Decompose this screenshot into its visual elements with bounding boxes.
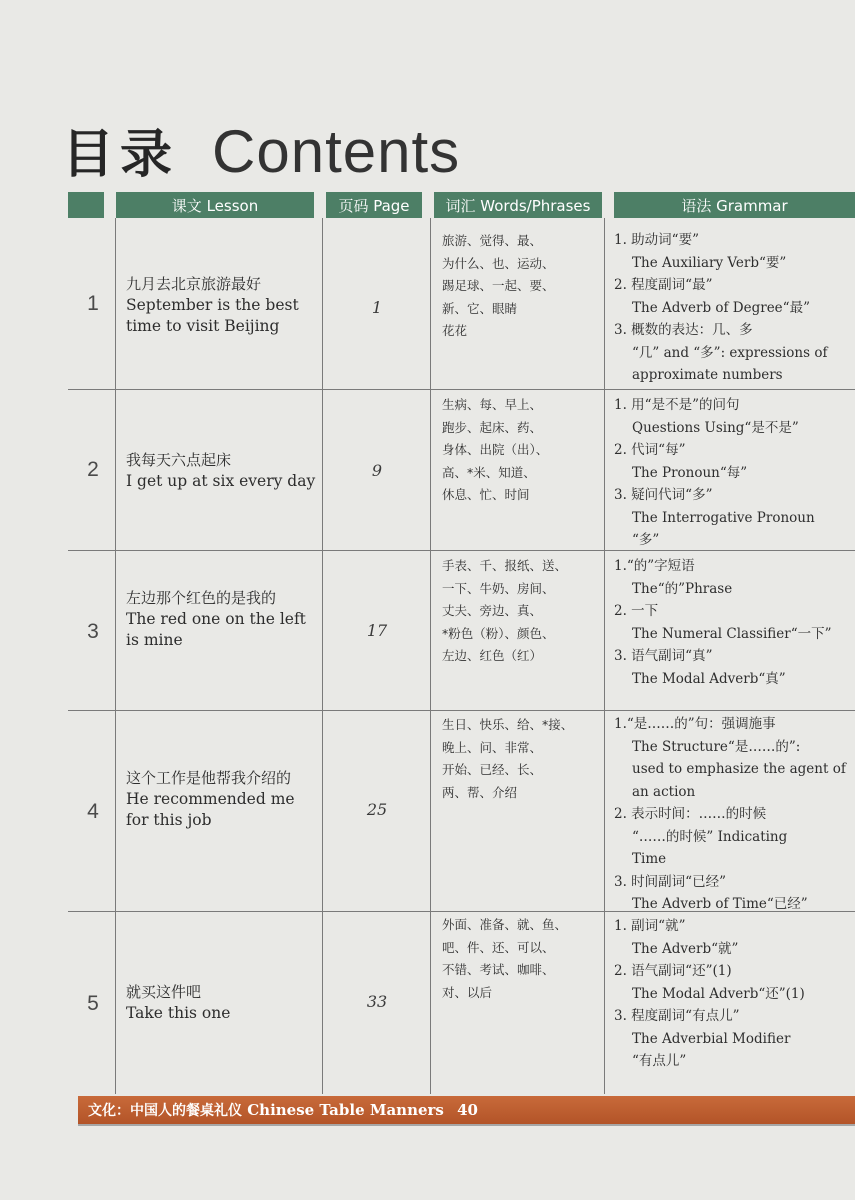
words-list: 生日、快乐、给、*接、 晚上、问、非常、 开始、已经、长、 两、帮、介绍: [442, 717, 574, 800]
grammar-line: The Structure“是……的”:: [632, 738, 801, 755]
grammar-line: The Adverb“就”: [632, 940, 739, 957]
grammar-line: The Adverb of Time“已经”: [632, 896, 808, 912]
header-page: 页码 Page: [326, 192, 422, 218]
grammar-line: The“的”Phrase: [632, 580, 733, 597]
header-grammar: 语法 Grammar: [614, 192, 855, 218]
lesson-title-cn: 就买这件吧: [126, 983, 202, 1001]
grammar-line: The Modal Adverb“还”(1): [632, 985, 805, 1002]
grammar-list: [614, 713, 844, 916]
grammar-line: “有点儿”: [632, 1053, 687, 1069]
grammar-line: “……的时候” Indicating: [632, 828, 788, 845]
culture-title-cn: 文化：中国人的餐桌礼仪: [88, 1103, 242, 1119]
grammar-line: approximate numbers: [632, 367, 783, 383]
words-list: 外面、准备、就、鱼、 吧、件、还、可以、 不错、考试、咖啡、 对、以后: [442, 917, 568, 1000]
grammar-line: “几” and “多”: expressions of: [632, 344, 828, 361]
grammar-line: The Interrogative Pronoun: [632, 509, 815, 526]
lesson-title[interactable]: [126, 768, 316, 831]
grammar-line: 1.“是……的”句：强调施事: [614, 716, 776, 732]
grammar-line: an action: [632, 783, 696, 800]
page-number: 9: [371, 461, 383, 480]
lesson-title[interactable]: [126, 982, 316, 1024]
grammar-line: 2. 代词“每”: [614, 442, 686, 458]
grammar-line: The Numeral Classifier“一下”: [632, 625, 832, 642]
words-list: 旅游、觉得、最、 为什么、也、运动、 踢足球、一起、要、 新、它、眼睛 花花: [442, 233, 555, 338]
grammar-list: [614, 555, 844, 690]
footer-divider: [78, 1124, 855, 1126]
grammar-list: [614, 229, 844, 387]
lesson-number: 5: [87, 992, 99, 1015]
words-list: 生病、每、早上、 跑步、起床、药、 身体、出院（出）、 高、*米、知道、 休息、忙、时间: [442, 397, 549, 502]
grammar-line: 2. 语气副词“还”(1): [614, 963, 732, 979]
title-english: Contents: [212, 118, 461, 185]
lesson-title-cn: 九月去北京旅游最好: [126, 275, 262, 293]
grammar-line: 2. 程度副词“最”: [614, 277, 713, 293]
lesson-title[interactable]: [126, 450, 316, 492]
page-number: 25: [366, 800, 388, 819]
grammar-line: used to emphasize the agent of: [632, 761, 846, 777]
lesson-number: 3: [87, 620, 99, 643]
grammar-line: 3. 概数的表达：几、多: [614, 322, 753, 338]
header-number-cell: [68, 192, 104, 218]
grammar-list: [614, 394, 844, 552]
culture-entry: [88, 1100, 478, 1120]
page-number: 17: [366, 621, 388, 640]
grammar-line: 3. 时间副词“已经”: [614, 873, 726, 890]
grammar-line: The Adverbial Modifier: [632, 1030, 791, 1047]
grammar-line: The Auxiliary Verb“要”: [632, 254, 787, 271]
lesson-title-cn: 这个工作是他帮我介绍的: [126, 769, 292, 787]
grammar-line: The Adverb of Degree“最”: [632, 299, 810, 316]
grammar-line: 2. 一下: [614, 603, 659, 619]
culture-page-number: 40: [457, 1101, 478, 1119]
culture-title-en: Chinese Table Manners: [247, 1101, 444, 1119]
grammar-line: 3. 疑问代词“多”: [614, 487, 713, 503]
grammar-line: 1.“的”字短语: [614, 558, 695, 574]
lesson-number: 2: [87, 458, 99, 481]
header-words: 词汇 Words/Phrases: [434, 192, 602, 218]
grammar-line: The Modal Adverb“真”: [632, 670, 786, 687]
lesson-title-en: September is the best time to visit Beijing: [126, 296, 299, 335]
grammar-line: “多”: [632, 532, 660, 548]
words-list: 手表、千、报纸、送、 一下、牛奶、房间、 丈夫、旁边、真、 *粉色（粉）、颜色、 左边、红色（红）: [442, 558, 568, 663]
page-number: 33: [366, 992, 388, 1011]
page-title: [62, 112, 460, 192]
grammar-line: 2. 表示时间：……的时候: [614, 806, 767, 822]
lesson-title-en: Take this one: [126, 1004, 231, 1022]
grammar-line: 1. 助动词“要”: [614, 232, 699, 248]
lesson-number: 1: [87, 292, 99, 315]
title-chinese: 目录: [62, 125, 179, 185]
culture-section-bar[interactable]: [78, 1096, 855, 1124]
lesson-title-en: He recommended me for this job: [126, 790, 295, 829]
grammar-line: Time: [632, 851, 667, 867]
lesson-title[interactable]: [126, 588, 316, 651]
grammar-line: Questions Using“是不是”: [632, 419, 799, 436]
lesson-title-cn: 左边那个红色的是我的: [126, 589, 277, 607]
header-lesson: 课文 Lesson: [116, 192, 314, 218]
lesson-title-en: I get up at six every day: [126, 472, 316, 490]
grammar-line: 3. 程度副词“有点儿”: [614, 1008, 740, 1024]
lesson-number: 4: [87, 800, 99, 823]
page-number: 1: [371, 298, 383, 317]
lesson-title-cn: 我每天六点起床: [126, 451, 232, 469]
lesson-title-en: The red one on the left is mine: [126, 610, 306, 649]
lesson-title[interactable]: [126, 274, 316, 337]
grammar-list: [614, 915, 844, 1073]
grammar-line: 3. 语气副词“真”: [614, 648, 713, 664]
grammar-line: 1. 用“是不是”的问句: [614, 397, 740, 413]
grammar-line: The Pronoun“每”: [632, 464, 748, 481]
grammar-line: 1. 副词“就”: [614, 918, 686, 934]
